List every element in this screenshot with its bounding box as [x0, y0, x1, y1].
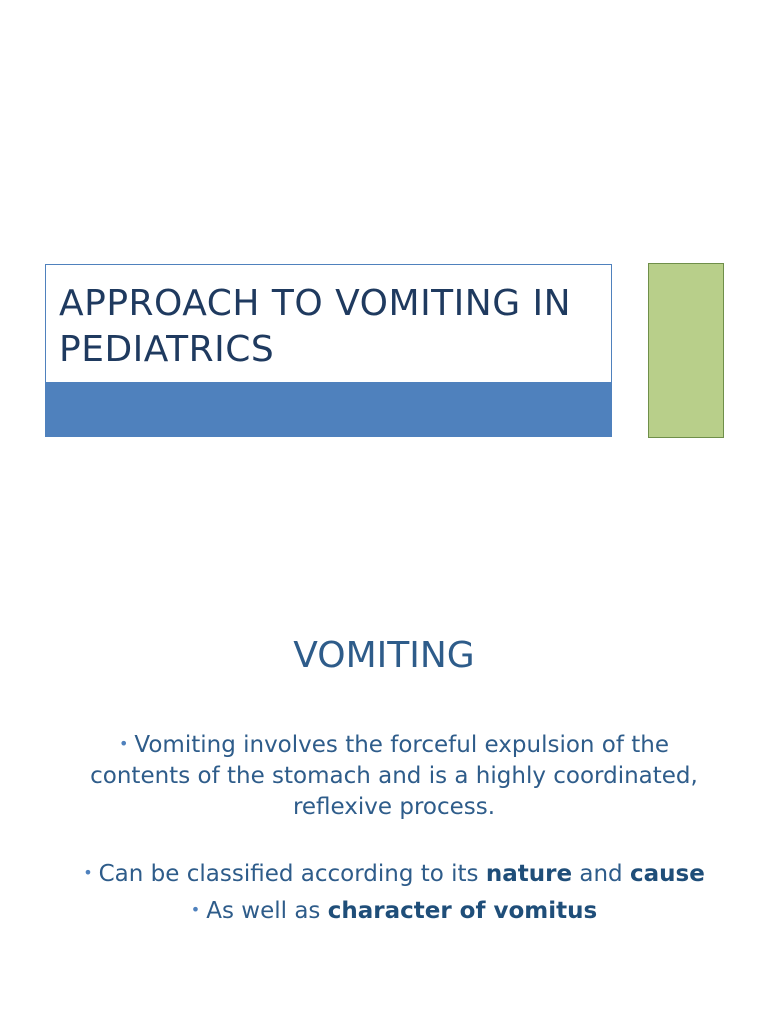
- slide-2: [0, 512, 768, 1024]
- bullet-text: As well as: [206, 898, 328, 924]
- slide-heading: VOMITING: [293, 635, 475, 676]
- bullet-item: [80, 894, 708, 927]
- green-accent-block: [648, 263, 724, 438]
- bullet-bold-text: character of vomitus: [327, 898, 598, 924]
- bullet-icon: •: [190, 900, 201, 919]
- title-accent-band: [46, 382, 611, 436]
- bullet-text: Vomiting involves the forceful expulsion of the contents of the stomach and is a highly coordinated, reflexive process.: [90, 732, 698, 820]
- bullet-icon: •: [118, 734, 129, 753]
- bullet-bold-text: cause: [629, 861, 705, 887]
- bullet-icon: •: [83, 863, 93, 882]
- slide-title: APPROACH TO VOMITING IN PEDIATRICS: [59, 283, 572, 370]
- title-box: [45, 264, 612, 437]
- bullet-list: [80, 728, 708, 927]
- bullet-text: and: [572, 861, 630, 887]
- bullet-item: [80, 857, 708, 890]
- bullet-text: Can be classified according to its: [98, 861, 486, 887]
- bullet-bold-text: nature: [485, 861, 573, 887]
- bullet-item: [80, 728, 708, 823]
